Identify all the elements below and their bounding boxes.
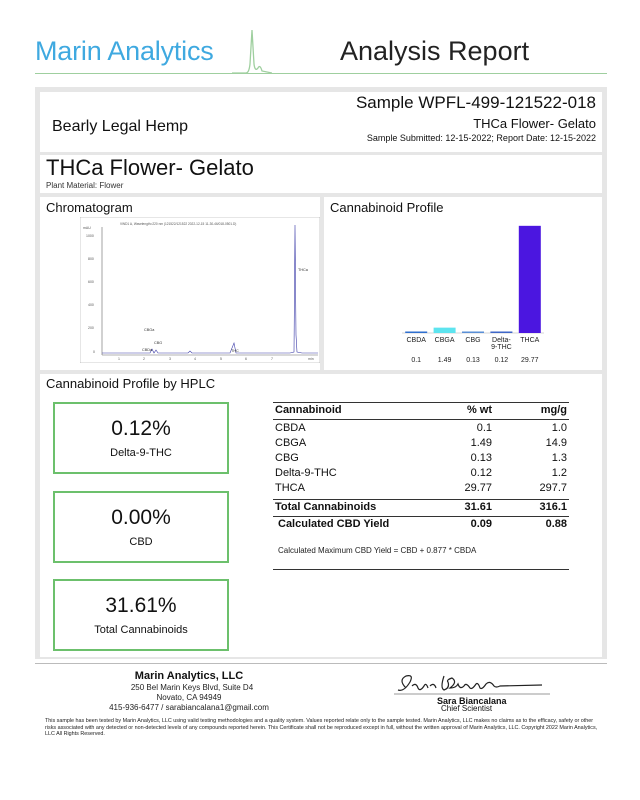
lab-address-line1: 250 Bel Marin Keys Blvd, Suite D4 bbox=[130, 683, 254, 692]
cell-mg: 14.9 bbox=[545, 437, 567, 449]
summary-value: 0.12% bbox=[111, 417, 171, 440]
cell-mg: 1.2 bbox=[551, 467, 567, 479]
profile-category-label: CBGA bbox=[434, 337, 455, 344]
table-header bbox=[273, 402, 569, 420]
peak-label-cbg: CBG bbox=[154, 341, 163, 345]
yield-label: Calculated CBD Yield bbox=[278, 518, 390, 530]
table-row bbox=[273, 482, 569, 496]
x-tick-label: 4 bbox=[194, 357, 196, 361]
peak-label-cbga: CBGa bbox=[144, 328, 155, 332]
cell-pct: 0.13 bbox=[470, 452, 492, 464]
sample-id: Sample WPFL-499-121522-018 bbox=[355, 93, 596, 112]
x-tick-label: 2 bbox=[143, 357, 145, 361]
peak-label-cbda: CBDa bbox=[142, 348, 153, 352]
cell-name: THCA bbox=[275, 482, 305, 494]
brand-logo-text: Marin Analytics bbox=[35, 36, 214, 66]
profile-category-label: THCA bbox=[520, 337, 540, 344]
signer-title: Chief Scientist bbox=[441, 704, 493, 713]
y-tick-label: 200 bbox=[88, 326, 94, 330]
profile-category-label: CBG bbox=[465, 337, 481, 344]
profile-value-label: 0.1 bbox=[411, 357, 422, 364]
summary-value: 31.61% bbox=[105, 594, 177, 617]
header-peak-decoration bbox=[232, 24, 272, 76]
profile-bar bbox=[462, 332, 484, 334]
hplc-panel bbox=[40, 374, 602, 657]
summary-label: Total Cannabinoids bbox=[94, 624, 188, 636]
summary-box-total bbox=[53, 579, 229, 651]
total-row bbox=[273, 499, 569, 517]
profile-value-label: 1.49 bbox=[437, 357, 452, 364]
legal-disclaimer: This sample has been tested by Marin Analytics, LLC using valid testing methodologies and a quality system. Values reported relate only to the sample tested. Marin Analytics, LLC makes no claims as to the efficacy, safety or other risks associated with any detected or non-detected levels of any compounds reported herein. This Certificate shall not be reproduced except in full, without the written approval of Marin Analytics, LLC. Copyright 2022 Marin Analytics, LLC All Rights Reserved. bbox=[45, 718, 598, 737]
profile-bar bbox=[519, 226, 541, 333]
report-title: Analysis Report bbox=[340, 36, 530, 66]
y-tick-label: 1000 bbox=[86, 234, 94, 238]
cell-mg: 1.0 bbox=[551, 422, 567, 434]
cbd-yield-formula: Calculated Maximum CBD Yield = CBD + 0.877 * CBDA bbox=[278, 546, 477, 555]
header-cannabinoid: Cannabinoid bbox=[275, 404, 342, 416]
sample-dates: Sample Submitted: 12-15-2022; Report Date: 12-15-2022 bbox=[366, 133, 596, 143]
peak-label-thc: THC bbox=[231, 349, 239, 353]
signer-name: Sara Biancalana bbox=[437, 696, 507, 706]
cell-mg: 297.7 bbox=[539, 482, 567, 494]
yield-mg: 0.88 bbox=[545, 518, 567, 530]
profile-value-label: 0.12 bbox=[494, 357, 509, 364]
sample-product: THCa Flower- Gelato bbox=[473, 116, 596, 131]
cannabinoid-profile-panel bbox=[324, 197, 602, 370]
plant-material: Plant Material: Flower bbox=[46, 181, 124, 190]
cell-pct: 0.12 bbox=[470, 467, 492, 479]
y-tick-label: 0 bbox=[93, 350, 95, 354]
total-label: Total Cannabinoids bbox=[275, 501, 377, 513]
total-pct: 31.61 bbox=[464, 501, 492, 513]
cell-name: Delta-9-THC bbox=[275, 467, 337, 479]
profile-category-label: 9-THC bbox=[491, 344, 512, 351]
table-bottom-rule bbox=[273, 569, 569, 570]
x-tick-label: 6 bbox=[245, 357, 247, 361]
summary-label: CBD bbox=[129, 536, 153, 548]
cbd-yield-row bbox=[273, 518, 569, 534]
header-pct-wt: % wt bbox=[466, 404, 492, 416]
sample-info-panel bbox=[40, 92, 602, 152]
cell-pct: 1.49 bbox=[470, 437, 492, 449]
table-row bbox=[273, 467, 569, 481]
profile-value-label: 0.13 bbox=[466, 357, 480, 364]
total-mg: 316.1 bbox=[539, 501, 567, 513]
profile-bar bbox=[405, 332, 427, 334]
product-name: THCa Flower- Gelato bbox=[46, 155, 254, 180]
x-tick-label: min bbox=[308, 357, 314, 361]
chromatogram-panel bbox=[40, 197, 320, 370]
x-tick-label: 7 bbox=[271, 357, 273, 361]
chromatogram-title: Chromatogram bbox=[46, 200, 133, 215]
summary-box-delta9-thc bbox=[53, 402, 229, 474]
x-tick-label: 5 bbox=[220, 357, 222, 361]
x-tick-label: 1 bbox=[118, 357, 120, 361]
profile-bar bbox=[490, 332, 512, 334]
header-divider bbox=[35, 73, 607, 74]
y-tick-label: 400 bbox=[88, 303, 94, 307]
cell-name: CBDA bbox=[275, 422, 306, 434]
chromatogram-header: VWD1 A, Wavelength=220 nm (121522/121522 2022-12-15 11-30-46/018-0501.D) bbox=[120, 222, 237, 226]
peak-label-thca: THCa bbox=[298, 268, 308, 272]
cell-name: CBGA bbox=[275, 437, 307, 449]
table-row bbox=[273, 422, 569, 436]
profile-category-label: CBDA bbox=[406, 337, 426, 344]
profile-title: Cannabinoid Profile bbox=[330, 200, 444, 215]
header-mg-g: mg/g bbox=[540, 404, 567, 416]
table-row bbox=[273, 437, 569, 451]
hplc-title: Cannabinoid Profile by HPLC bbox=[46, 376, 216, 391]
cell-pct: 29.77 bbox=[464, 482, 492, 494]
yield-pct: 0.09 bbox=[470, 518, 492, 530]
profile-bar bbox=[434, 328, 456, 333]
lab-contact: 415-936-6477 / sarabiancalana1@gmail.com bbox=[109, 703, 269, 712]
chromatogram-plot bbox=[80, 217, 320, 363]
y-tick-label: 800 bbox=[88, 257, 94, 261]
client-name: Bearly Legal Hemp bbox=[52, 118, 189, 135]
cannabinoid-table bbox=[273, 402, 569, 534]
x-tick-label: 3 bbox=[169, 357, 171, 361]
y-tick-label: 600 bbox=[88, 280, 94, 284]
cell-name: CBG bbox=[275, 452, 299, 464]
summary-value: 0.00% bbox=[111, 506, 171, 529]
summary-box-cbd bbox=[53, 491, 229, 563]
product-panel bbox=[40, 155, 602, 193]
table-row bbox=[273, 452, 569, 466]
lab-name: Marin Analytics, LLC bbox=[134, 670, 244, 682]
cell-pct: 0.1 bbox=[476, 422, 492, 434]
footer-divider bbox=[35, 663, 607, 664]
lab-address-line2: Novato, CA 94949 bbox=[156, 693, 222, 702]
cell-mg: 1.3 bbox=[551, 452, 567, 464]
summary-label: Delta-9-THC bbox=[110, 447, 172, 459]
chromatogram-unit: mAU bbox=[83, 226, 91, 230]
profile-category-label: Delta- bbox=[492, 337, 511, 344]
profile-value-label: 29.77 bbox=[521, 357, 539, 364]
cannabinoid-profile-chart bbox=[324, 197, 602, 370]
